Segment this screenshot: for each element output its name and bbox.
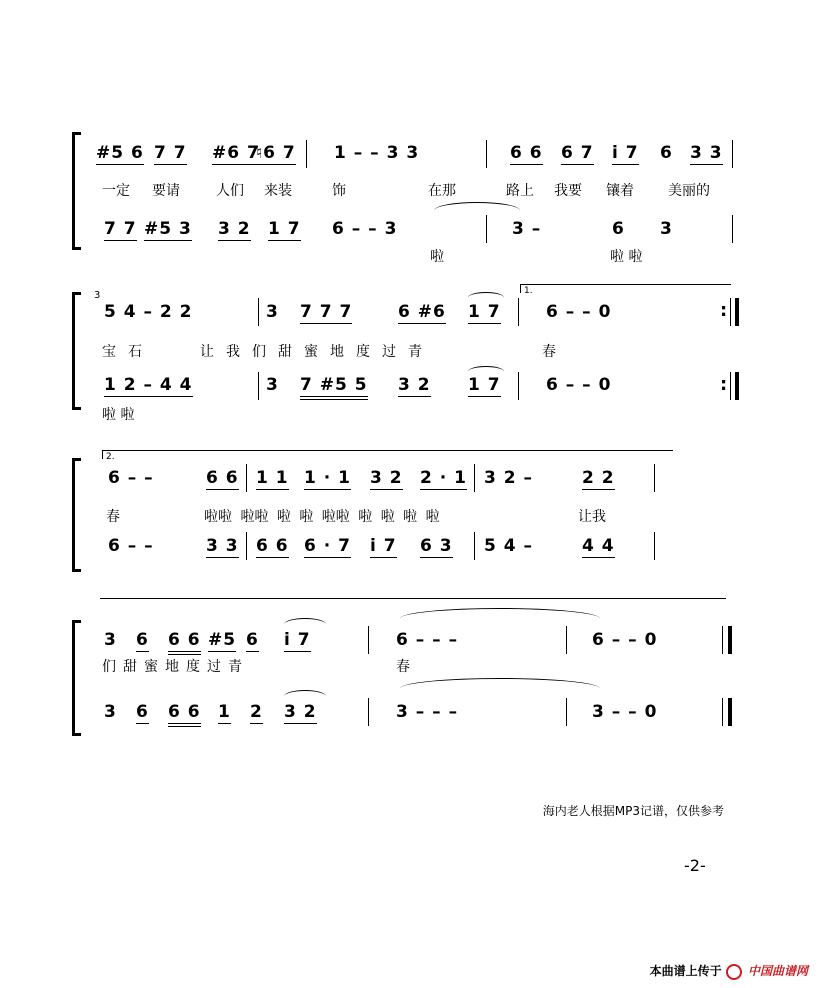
repeat-dots: :: [720, 374, 728, 395]
barline: [474, 464, 475, 492]
barline: [486, 140, 487, 168]
final-barline-thick: [728, 698, 732, 726]
note-group: 2 · 1: [420, 468, 467, 488]
note-group: 6 – –: [108, 536, 154, 556]
note-group: 3 – – 0: [592, 702, 658, 722]
note-group: 6 6: [168, 630, 201, 655]
page-number: -2-: [684, 856, 706, 875]
tie-arc: [434, 202, 520, 219]
lyric: 路上: [506, 183, 534, 199]
repeat-barline: [730, 372, 731, 400]
note-group: 7 7 7: [300, 302, 353, 322]
system-2-lower-lyrics: [0, 404, 820, 432]
note-group: 7 #5 5: [300, 375, 368, 400]
note-group: 7 7: [154, 143, 187, 163]
lyric: 啦 啦: [102, 407, 135, 423]
note-group: 6: [612, 219, 625, 239]
note-group: 3 2: [218, 219, 251, 239]
note-group: 6: [660, 143, 673, 163]
lyric: 镶着: [606, 183, 634, 199]
note-group: 1 7: [268, 219, 301, 239]
note-group: 1: [218, 702, 231, 722]
note-group: #5 3: [144, 219, 192, 239]
barline: [368, 626, 369, 654]
barline: [566, 698, 567, 726]
note-group: 3: [266, 302, 279, 322]
lyric: 啦: [430, 249, 444, 265]
note-group: 6 – –: [108, 468, 154, 488]
note-group: 1 7: [468, 302, 501, 322]
note-group: 3 –: [512, 219, 542, 239]
lyric: 要请: [152, 183, 180, 199]
system-3-upper-staff: [0, 468, 820, 496]
barline: [732, 140, 733, 168]
note-group: 1 · 1: [304, 468, 351, 488]
note-group: #5: [208, 630, 237, 650]
note-group: 3 3: [690, 143, 723, 163]
note-group: 3: [660, 219, 673, 239]
note-group: 3 2 –: [484, 468, 533, 488]
note-group: ♮6 7: [256, 143, 296, 163]
note-group: 1 2 – 4 4: [104, 375, 193, 395]
lyric: 春: [396, 659, 410, 675]
note-group: 1 1: [256, 468, 289, 488]
note-group: 6: [246, 630, 259, 650]
tie-arc: [468, 292, 504, 303]
note-group: 6 – – 0: [546, 375, 612, 395]
barline: [654, 532, 655, 560]
barline: [246, 464, 247, 492]
note-group: 7 7: [104, 219, 137, 239]
barline: [306, 140, 307, 168]
note-group: 5 4 –: [484, 536, 533, 556]
lyric: 春: [106, 509, 120, 525]
note-group: 6 #6: [398, 302, 446, 322]
system-3-lower-staff: [0, 536, 820, 564]
note-group: 6 7: [561, 143, 594, 163]
volta-2-label: 2.: [106, 452, 115, 462]
lyric: 在那: [428, 183, 456, 199]
repeat-dots: :: [720, 300, 728, 321]
system-3-lyrics: [0, 506, 820, 534]
tie-arc: [468, 366, 504, 377]
lyric: 春: [542, 344, 556, 360]
lyric: 来装: [264, 183, 292, 199]
tie-arc: [400, 678, 600, 699]
note-group: 3 – – –: [396, 702, 459, 722]
lyric: 宝石: [102, 344, 154, 360]
barline: [518, 298, 519, 326]
barline: [258, 298, 259, 326]
barline: [518, 372, 519, 400]
tie-arc: [284, 690, 326, 703]
barline: [368, 698, 369, 726]
note-group: 6: [136, 630, 149, 650]
final-barline-thin: [722, 626, 723, 654]
note-group: i 7: [612, 143, 639, 163]
note-group: 3: [104, 702, 117, 722]
note-group: 1 7: [468, 375, 501, 395]
site-logo-icon: [726, 964, 742, 980]
note-group: 6 3: [420, 536, 453, 556]
tie-arc: [284, 618, 326, 631]
system-2-upper-staff: [0, 302, 820, 330]
note-group: 6 – – 0: [592, 630, 658, 650]
note-group: 6 – – –: [396, 630, 459, 650]
system-1-lower-staff: [0, 219, 820, 247]
volta-1-label: 1.: [524, 286, 533, 296]
system-1-upper-staff: [0, 143, 820, 171]
volta-1-bracket: [520, 284, 731, 293]
credit-prefix: 本曲谱上传于: [649, 964, 722, 978]
barline: [246, 532, 247, 560]
note-group: 6: [136, 702, 149, 722]
repeat-barline: [730, 298, 731, 326]
note-group: 3 3: [206, 536, 239, 556]
lyric: 美丽的: [668, 183, 710, 199]
volta-2-bracket: [102, 450, 673, 459]
note-group: 3: [104, 630, 117, 650]
triplet-mark: 3: [94, 290, 101, 301]
lyric: 啦啦 啦啦 啦 啦 啦啦 啦 啦 啦 啦: [204, 509, 440, 525]
note-group: i 7: [284, 630, 311, 650]
note-group: i 7: [370, 536, 397, 556]
system-2-lower-staff: [0, 375, 820, 403]
note-group: 4 4: [582, 536, 615, 556]
note-group: 6 6: [206, 468, 239, 488]
note-group: 3: [266, 375, 279, 395]
system-4-lyrics: [0, 656, 820, 684]
note-group: 1 – – 3 3: [334, 143, 420, 163]
transcriber-note: 海内老人根据MP3记谱，仅供参考: [542, 804, 724, 818]
repeat-barline-thick: [735, 372, 739, 400]
note-group: 6 – – 0: [546, 302, 612, 322]
barline: [474, 532, 475, 560]
upload-credit: [650, 962, 808, 980]
note-group: #6 7: [212, 143, 260, 163]
lyric: 让我: [578, 509, 606, 525]
barline: [566, 626, 567, 654]
lyric: 让我们甜蜜地度过青: [200, 344, 434, 360]
note-group: #5 6: [96, 143, 144, 163]
note-group: 3 2: [284, 702, 317, 722]
final-barline-thin: [722, 698, 723, 726]
barline: [258, 372, 259, 400]
barline: [654, 464, 655, 492]
barline: [486, 215, 487, 243]
system-rule: [100, 598, 726, 599]
note-group: 2: [250, 702, 263, 722]
note-group: 2 2: [582, 468, 615, 488]
note-group: 6 – – 3: [332, 219, 398, 239]
system-4-upper-staff: [0, 630, 820, 658]
system-1-lyrics: [0, 180, 820, 208]
note-group: 3 2: [370, 468, 403, 488]
lyric: 人们: [216, 183, 244, 199]
note-group: 6 6: [256, 536, 289, 556]
lyric: 们甜蜜地度过青: [102, 659, 249, 675]
note-group: 5 4 – 2 2: [104, 302, 193, 322]
note-group: 6 6: [168, 702, 201, 727]
credit-site-link[interactable]: 中国曲谱网: [747, 964, 808, 978]
tie-arc: [400, 608, 600, 629]
lyric: 一定: [102, 183, 130, 199]
lyric: 饰: [332, 183, 346, 199]
note-group: 6 6: [510, 143, 543, 163]
final-barline-thick: [728, 626, 732, 654]
system-1-lower-lyrics: [0, 246, 820, 274]
note-group: 6 · 7: [304, 536, 351, 556]
repeat-barline-thick: [735, 298, 739, 326]
lyric: 我要: [554, 183, 582, 199]
lyric: 啦 啦: [610, 249, 643, 265]
system-4-lower-staff: [0, 702, 820, 730]
system-2-lyrics: [0, 341, 820, 369]
note-group: 3 2: [398, 375, 431, 395]
barline: [732, 215, 733, 243]
